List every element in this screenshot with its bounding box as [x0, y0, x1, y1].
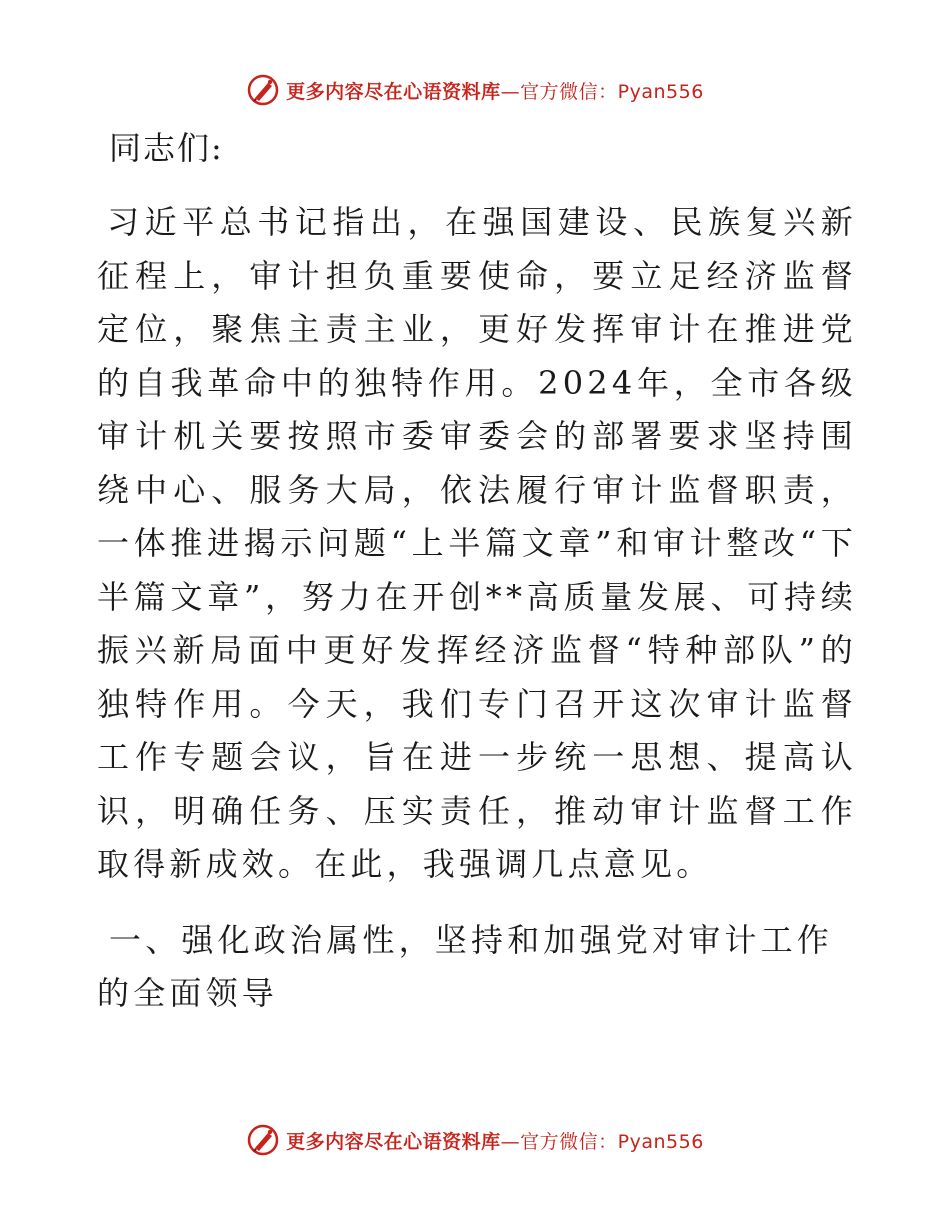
watermark-main-text: 更多内容尽在心语资料库: [286, 1130, 501, 1153]
body-paragraph: [97, 196, 857, 892]
watermark-text: [286, 1127, 704, 1154]
watermark-text: [286, 77, 704, 104]
footer-watermark: [0, 1120, 950, 1160]
watermark-dash: —: [500, 1130, 521, 1153]
section-heading-text: 一、强化政治属性，坚持和加强党对审计工作的全面领导: [97, 920, 834, 1012]
watermark-sub-text: 官方微信：Pyan556: [520, 80, 704, 103]
watermark-main-text: 更多内容尽在心语资料库: [286, 80, 501, 103]
pen-quill-logo-icon: [246, 73, 280, 107]
body-paragraph-text: 习近平总书记指出，在强国建设、民族复兴新征程上，审计担负重要使命，要立足经济监督定位，聚焦主责主业，更好发挥审计在推进党的自我革命中的独特作用。2024年，全市各级审计机关要按照市委审委会的部署要求坚持围绕中心、服务大局，依法履行审计监督职责，一体推进揭示问题“上半篇文章”和审计整改“下半篇文章”，努力在开创**高质量发展、可持续振兴新局面中更好发挥经济监督“特种部队”的独特作用。今天，我们专门召开这次审计监督工作专题会议，旨在进一步统一思想、提高认识，明确任务、压实责任，推动审计监督工作取得新成效。在此，我强调几点意见。: [97, 203, 857, 883]
document-body: [97, 122, 857, 1021]
watermark-sub-text: 官方微信：Pyan556: [520, 1130, 704, 1153]
salutation: 同志们:: [109, 129, 224, 167]
pen-quill-logo-icon: [246, 1123, 280, 1157]
watermark-dash: —: [500, 80, 521, 103]
header-watermark: [0, 70, 950, 110]
section-heading: [97, 914, 857, 1021]
